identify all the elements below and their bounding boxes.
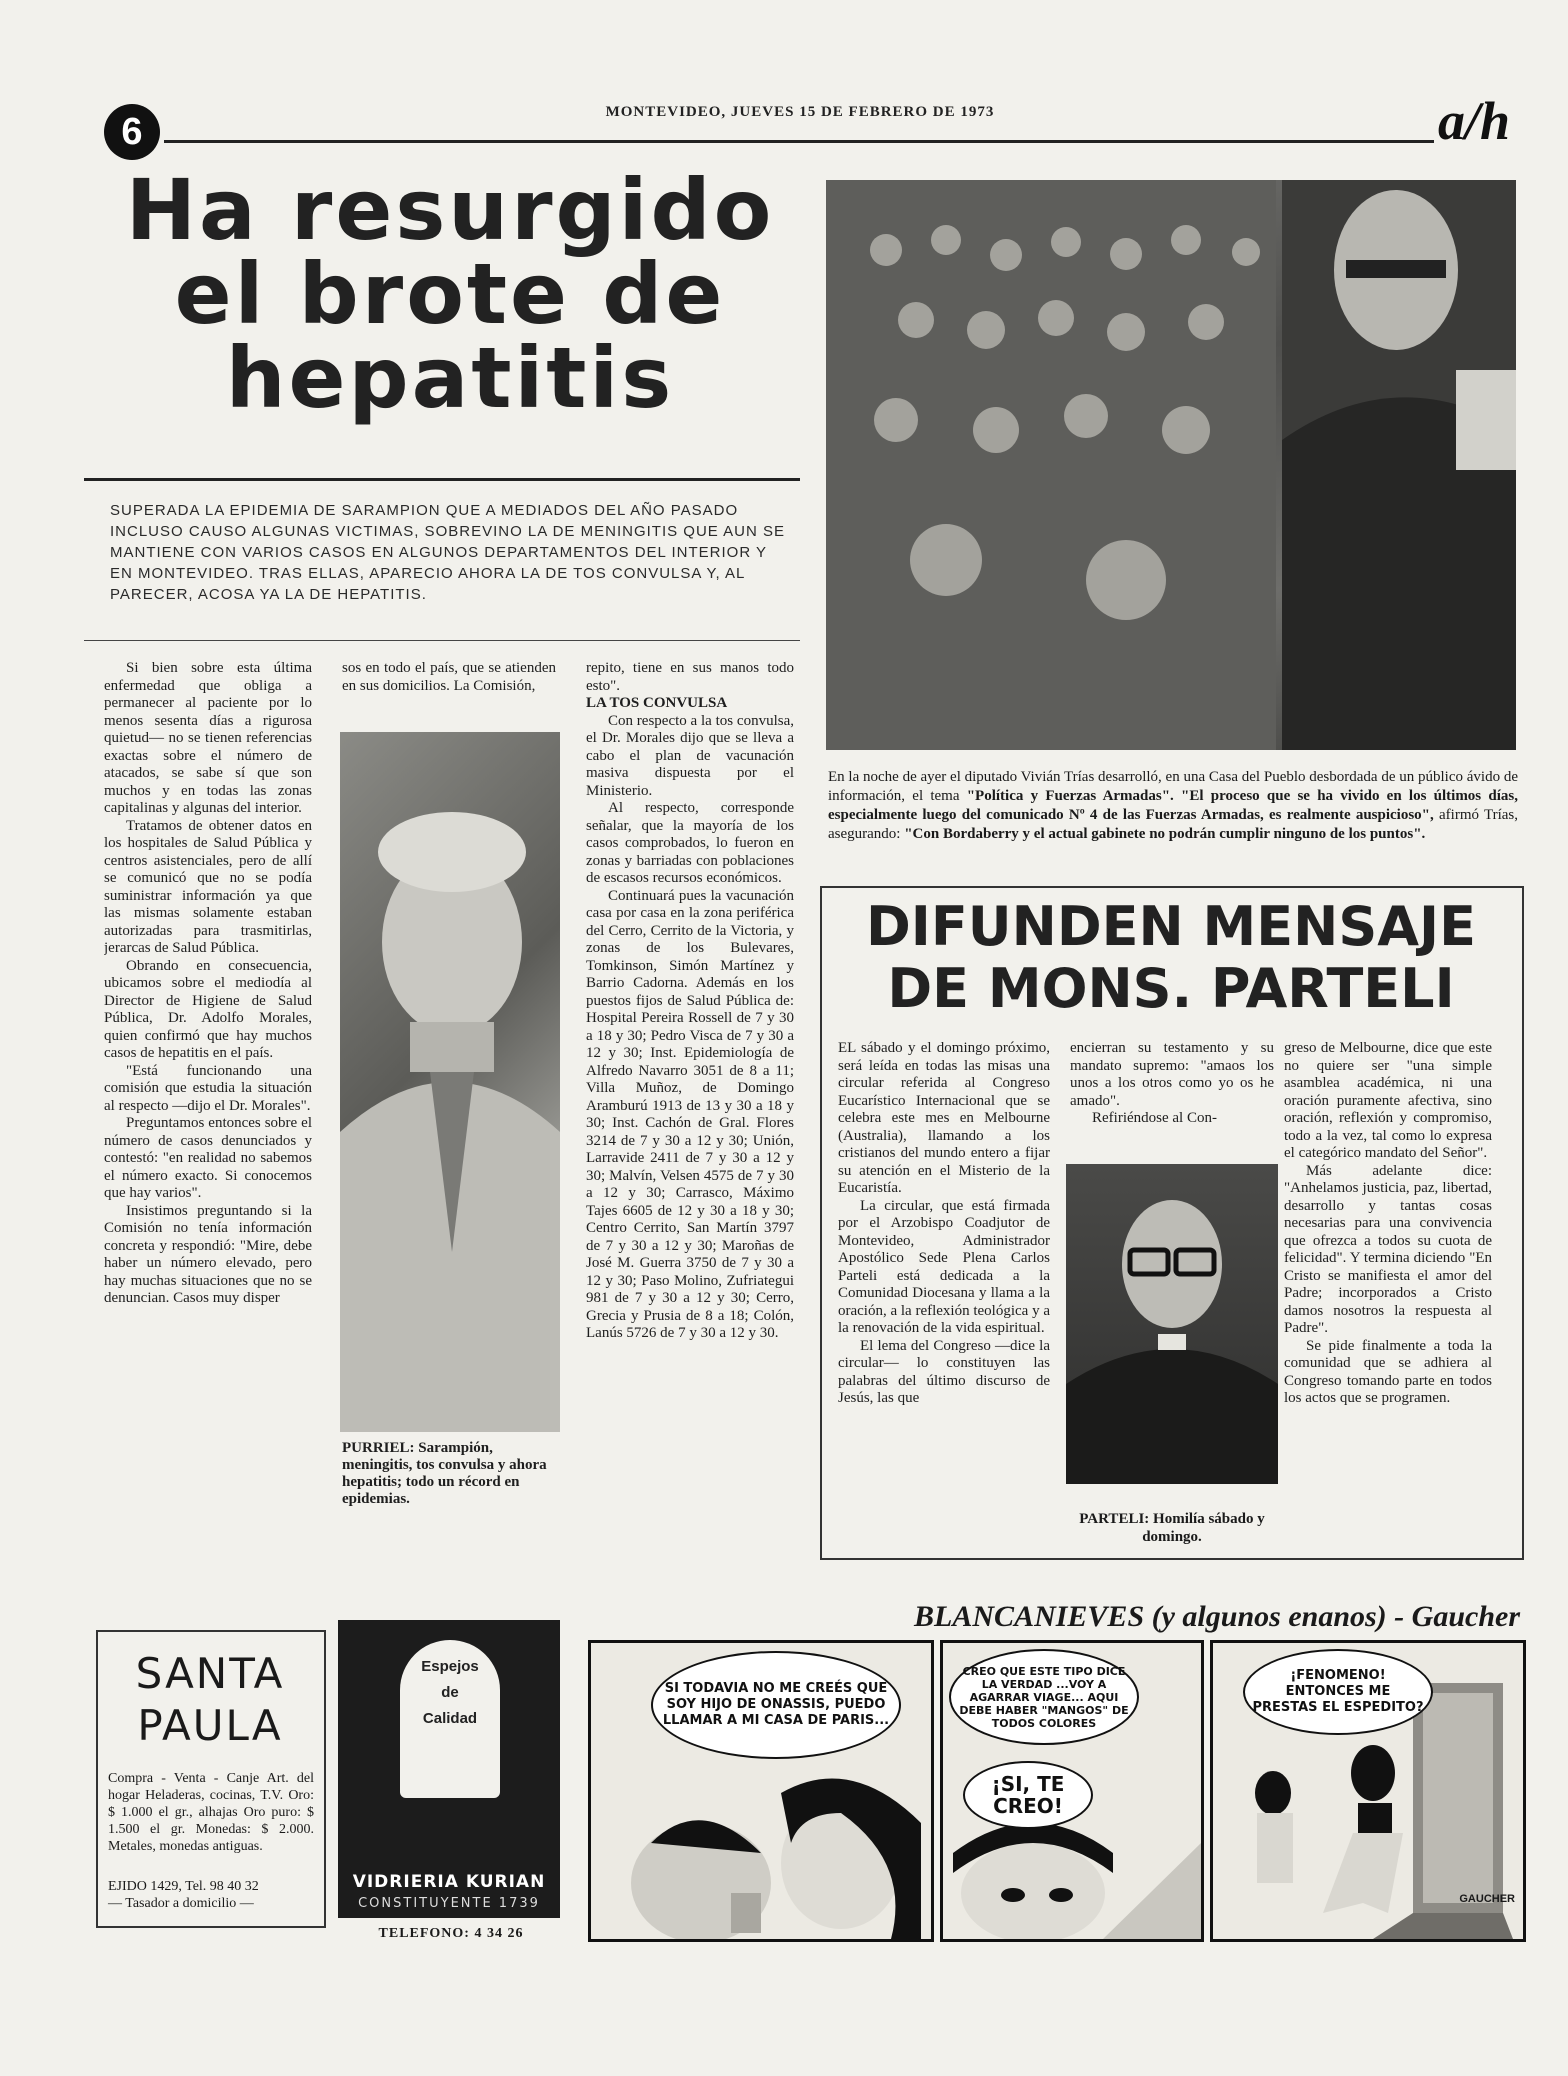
header-rule [164,140,1434,143]
paragraph: "Está funcionando una comisión que estudia la situación al respecto —dijo el Dr. Morales". [104,1062,312,1114]
article2-column-1 [838,1040,1050,1550]
paragraph: Con respecto a la tos convulsa, el Dr. Morales dijo que se lleva a cabo el plan de vacunación masiva dispuesta por el Ministerio. [586,712,794,799]
speech-bubble: ¡FENOMENO! ENTONCES ME PRESTAS EL ESPEDITO? [1243,1649,1433,1735]
ad-title-line: PAULA [137,1701,283,1750]
santa-paula-address [108,1878,314,1912]
paragraph: Refiriéndose al Con- [1092,1110,1217,1126]
paragraph: Preguntamos entonces sobre el número de casos denunciados y contestó: "en realidad no sabemos el número exacto. Si conocemos que hay varios". [104,1115,312,1201]
article1-column-1 [104,660,312,1610]
caption-text: afirmó Trías, asegurando: [828,807,1518,842]
headline-hepatitis [100,161,800,427]
santa-paula-title [100,1648,320,1752]
photo-caption [828,768,1518,844]
ad-title-line: SANTA [135,1649,285,1698]
lede-rule [84,640,800,641]
headline-line: Ha resurgido [125,161,775,259]
article2-column-3 [1284,1040,1492,1550]
headline-line: hepatitis [225,329,675,427]
subheading-tos-convulsa: LA TOS CONVULSA [586,695,728,711]
paragraph: La circular, que está firmada por el Arzobispo Coadjutor de Montevideo, Administrador Apostólico Sede Plena Carlos Parteli está dedicada a la Comunidad Diocesana y llama a la oración, a la reflexión teológica y a la renovación de la vida espiritual. [838,1197,1050,1336]
speech-bubble: CREO QUE ESTE TIPO DICE LA VERDAD ...VOY A AGARRAR VIAGE... AQUI DEBE HABER "MANGOS" DE TODOS COLORES [949,1649,1139,1745]
article-lede: SUPERADA LA EPIDEMIA DE SARAMPION QUE A MEDIADOS DEL AÑO PASADO INCLUSO CAUSO ALGUNAS VICTIMAS, SOBREVINO LA DE MENINGITIS QUE AUN SE MANTIENE CON VARIOS CASOS EN ALGUNOS DEPARTAMENTOS DEL INTERIOR Y EN MONTEVIDEO. TRAS ELLAS, APARECIO AHORA LA DE TOS CONVULSA Y, AL PARECER, ACOSA YA LA DE HEPATITIS. [110,502,785,603]
ad-appraiser: — Tasador a domicilio — [108,1896,254,1911]
page-number: 6 [104,104,160,160]
paragraph: repito, tiene en sus manos todo esto". [586,660,794,694]
kurian-phone: TELEFONO: 4 34 26 [378,1926,524,1941]
caption-text: En la noche de ayer el diputado Vivián Trías desarrolló, en una Casa del Pueblo desbordada de un público ávido de información, el tema [828,769,1518,804]
purriel-portrait-photo [340,732,560,1432]
paragraph: Insistimos preguntando si la Comisión no tenía información concreta y respondió: "Mire, debe haber un número elevado, pero hay muchas situaciones que no se denuncian. Casos muy disper [104,1202,312,1306]
speech-bubble: SI TODAVIA NO ME CREÉS QUE SOY HIJO DE ONASSIS, PUEDO LLAMAR A MI CASA DE PARIS... [651,1651,901,1759]
mirror-line: de [441,1684,459,1701]
speech-bubble: ¡SI, TE CREO! [963,1761,1093,1829]
parteli-photo [1066,1164,1278,1484]
headline-line: el brote de [174,245,726,343]
trias-event-photo [826,180,1516,750]
mirror-line: Calidad [422,1710,478,1727]
article1-column-2 [342,660,556,720]
newspaper-logo: a/h [1438,91,1511,151]
portrait-caption: PURRIEL: Sarampión, meningitis, tos convulsa y ahora hepatitis; todo un récord en epidemias. [342,1440,547,1507]
ad-address: EJIDO 1429, Tel. 98 40 32 [108,1879,259,1894]
paragraph: EL sábado y el domingo próximo, será leída en todas las misas una circular referida al Congreso Eucarístico Internacional que se celebra este mes en Melbourne (Australia), llamando a los cristianos del mundo entero a fijar su atención en el Misterio de la Eucaristía. [838,1040,1050,1196]
artist-signature: GAUCHER [1459,1893,1515,1905]
mirror-line: Espejos [421,1658,479,1675]
headline-line: DE MONS. PARTELI [887,957,1455,1020]
paragraph: Tratamos de obtener datos en los hospitales de Salud Pública y centros asistenciales, pero de allí se comunicó que no se podía suministrar información ya que las mismas solamente estaban autorizadas para trasmitirlas, jerarcas de Salud Pública. [104,817,312,956]
kurian-street: CONSTITUYENTE 1739 [358,1896,540,1911]
kurian-name: VIDRIERIA KURIAN [352,1872,546,1892]
paragraph: Se pide finalmente a toda la comunidad que se adhiera al Congreso tomando parte en todos los actos que se programen. [1284,1337,1492,1406]
paragraph: Al respecto, corresponde señalar, que la mayoría de los casos comprobados, lo fueron en zonas y barriadas con poblaciones de escasos recursos económicos. [586,800,794,886]
comic-panel-3 [1210,1640,1526,1942]
mirror-graphic [400,1640,500,1798]
paragraph: Continuará pues la vacunación casa por casa en la zona periférica del Cerro, Cerrito de la Victoria, y zonas de los Bulevares, Tomkinson, Simón Martínez y Barrio Cadorna. Además en los puestos fijos de Salud Pública de: Hospital Pereira Rossell de 7 y 30 a 18 y 30; Pedro Visca de 7 y 30 a 12 y 30; Inst. Epidemiología de Alfredo Navarro 3051 de 8 a 11; Villa Muñoz, de Domingo Aramburú 1913 de 13 y 30 a 18 y 30; Inst. Cachón de Gral. Flores 3214 de 7 y 30 a 12 y 30; Unión, Larravide 2411 de 7 y 30 a 12 y 30; Malvín, Velsen 4575 de 7 y 30 a 12 y 30; Carrasco, Máximo Tajes 6605 de 12 y 30 a 18 y 30; Centro Cerrito, San Martín 3797 de 7 y 30 a 12 y 30; Maroñas de José M. Guerra 3750 de 7 y 30 a 12 y 30; Paso Molino, Zufriategui 981 de 7 y 30 a 12 y 30; Cerro, Grecia y Prusia de 8 a 18; Colón, Lanús 5726 de 7 y 30 a 12 y 30. [586,887,794,1341]
paragraph: sos en todo el país, que se atienden en sus domicilios. La Comisión, [342,660,556,694]
dateline: MONTEVIDEO, JUEVES 15 DE FEBRERO DE 1973 [605,104,995,120]
caption-bold: "Política y Fuerzas Armadas". "El proceso que se ha vivido en los últimos días, especialmente luego del comunicado Nº 4 de las Fuerzas Armadas, es realmente auspicioso", [828,788,1518,823]
headline-parteli [826,896,1516,1020]
paragraph: encierran su testamento y su mandato supremo: "amaos los unos a los otros como yo os he amado". [1070,1040,1274,1109]
article2-column-2 [1070,1040,1274,1160]
santa-paula-text: Compra - Venta - Canje Art. del hogar Heladeras, cocinas, T.V. Oro: $ 1.000 el gr., alhajas Oro puro: $ 1.500 el gr. Monedas: $ 2.000. Metales, monedas antiguas. [108,1771,314,1854]
paragraph: Obrando en consecuencia, ubicamos sobre el mediodía al Director de Higiene de Salud Pública, Dr. Adolfo Morales, quien confirmó que hay muchos casos de hepatitis en el país. [104,957,312,1061]
paragraph: El lema del Congreso —dice la circular— lo constituyen las palabras del último discurso de Jesús, las que [838,1337,1050,1406]
headline-line: DIFUNDEN MENSAJE [865,895,1477,958]
caption-bold: "Con Bordaberry y el actual gabinete no podrán cumplir ninguno de los puntos". [904,826,1426,842]
paragraph: Más adelante dice: "Anhelamos justicia, paz, libertad, desarrollo y tantas cosas necesarias para una convivencia que ofrezca a todos su cuota de felicidad". Y termina diciendo "En Cristo se manifiesta el amor del Padre; incorporados a Cristo damos nosotros la respuesta al Padre". [1284,1162,1492,1336]
parteli-photo-caption: PARTELI: Homilía sábado y domingo. [1079,1511,1265,1545]
headline-rule [84,478,800,481]
comic-panel-1 [588,1640,934,1942]
paragraph: greso de Melbourne, dice que este no quiere ser "una simple asamblea académica, ni una oración puramente afectiva, sino oración, reflexión y compromiso, todo a la vez, tal como lo expresa el categórico mandato del Señor". [1284,1040,1492,1161]
paragraph: Si bien sobre esta última enfermedad que obliga a permanecer al paciente por lo menos sesenta días a rigurosa quietud— no se tienen referencias exactas sobre el número de atacados, se sabe sí que son muchos y en todas las zonas capitalinas y algunas del interior. [104,660,312,816]
comic-title: BLANCANIEVES (y algunos enanos) - Gaucher [914,1600,1520,1633]
comic-panel-2 [940,1640,1204,1942]
article1-column-3 [586,660,794,1570]
